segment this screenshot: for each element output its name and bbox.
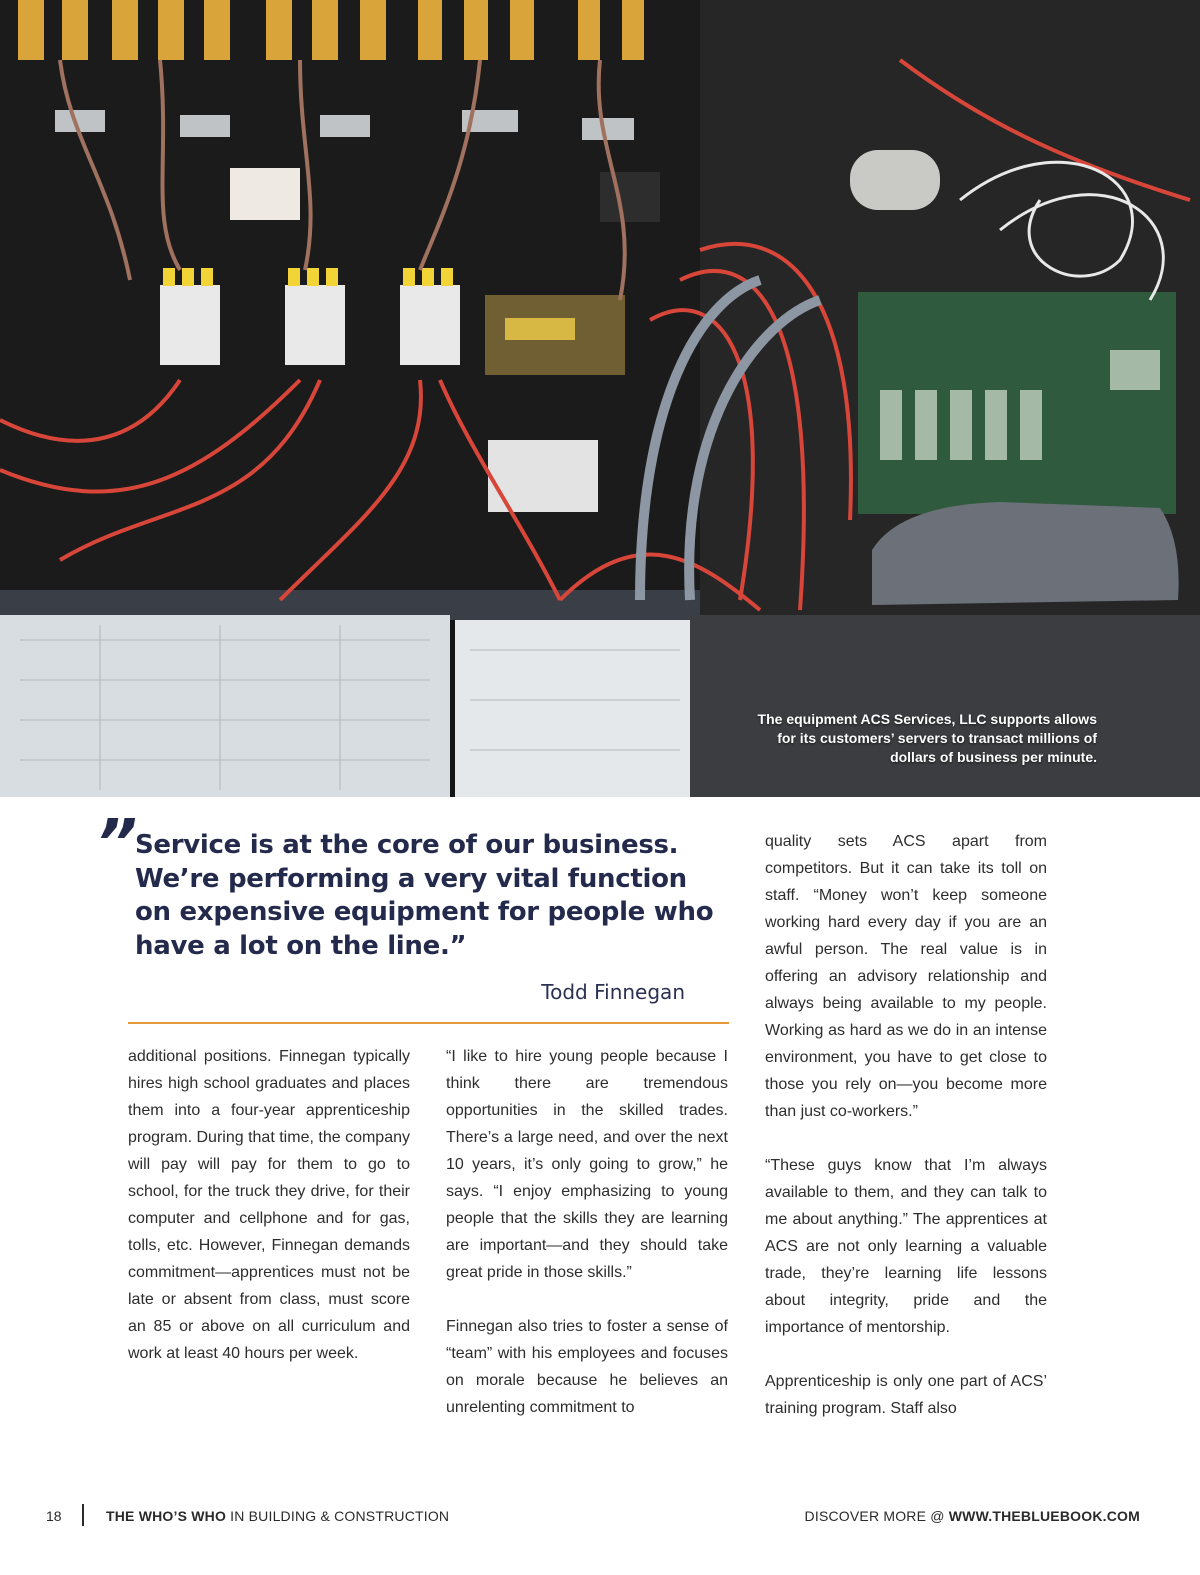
paragraph: Apprenticeship is only one part of ACS’ training program. Staff also [765,1373,1047,1417]
paragraph: additional positions. Finnegan typically hires high school graduates and places them into a four-year apprenticeship program. During that time, the company will pay will pay for them to go to school, for the truck they drive, for their computer and cellphone and for gas, tolls, etc. However, Finnegan demands commitment—apprentices must not be late or absent from class, must score an 85 or above on all curriculum and work at least 40 hours per week. [128,1048,410,1362]
publication-title-rest: IN BUILDING & CONSTRUCTION [226,1508,450,1524]
footer-divider [82,1504,84,1526]
website-link[interactable]: WWW.THEBLUEBOOK.COM [948,1508,1140,1524]
paragraph: Finnegan also tries to foster a sense of “team” with his employees and focuses on morale because he believes an unrelenting commitment to [446,1318,728,1416]
paragraph: “I like to hire young people because I think there are tremendous opportunities in the skilled trades. There’s a large need, and over the next 10 years, it’s only going to grow,” he says. “I enjoy emphasizing to young people that the skills they are learning are important—and they should take great pride in those skills.” [446,1048,728,1281]
body-column-1 [128,1043,410,1367]
discover-more [805,1508,1140,1524]
pull-quote: Service is at the core of our business. We’re performing a very vital function on expensive equipment for people who have a lot on the line.” [135,830,714,961]
publication-title [106,1508,449,1524]
body-column-3 [765,828,1047,1422]
discover-prefix: DISCOVER MORE @ [804,1508,949,1524]
paragraph: “These guys know that I’m always available to them, and they can talk to me about anything.” The apprentices at ACS are not only learning a valuable trade, they’re learning life lessons about integrity, pride and the importance of mentorship. [765,1157,1047,1336]
quote-mark-icon: ” [96,807,138,881]
paragraph: quality sets ACS apart from competitors. But it can take its toll on staff. “Money won’t keep someone working hard every day if you are an awful person. The real value is in offering an advisory relationship and always being available to my people. Working as hard as we do in an intense environment, you have to get close to those you rely on—you become more than just co-workers.” [765,833,1047,1120]
photo-caption: The equipment ACS Services, LLC supports allows for its customers’ servers to transact millions of dollars of business per minute. [757,711,1097,765]
body-column-2 [446,1043,728,1421]
publication-title-bold: THE WHO’S WHO [106,1508,227,1524]
quote-divider [128,1022,729,1024]
page-number: 18 [46,1508,62,1524]
page-footer [0,1500,1200,1532]
quote-author: Todd Finnegan [541,980,685,1004]
